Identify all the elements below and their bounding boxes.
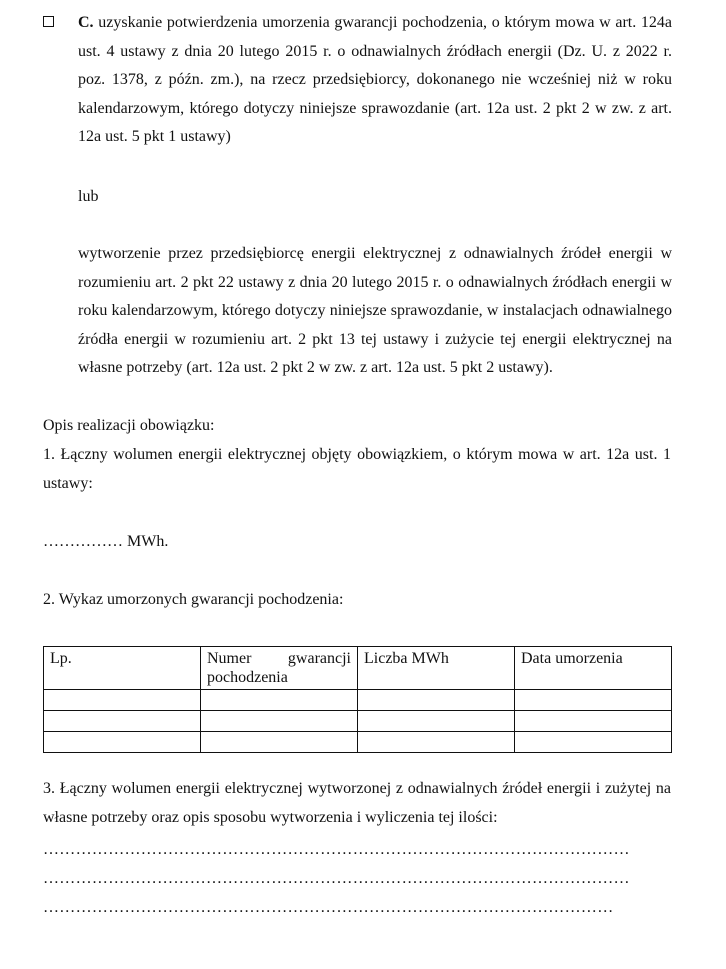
mwh-input-field[interactable]: …………… MWh. (43, 533, 169, 550)
or-label: lub (78, 188, 99, 205)
table-row (44, 732, 672, 753)
table-cell[interactable] (358, 711, 515, 732)
option-c-letter: C. (78, 14, 94, 31)
table-cell[interactable] (515, 690, 672, 711)
option-c-paragraph (78, 9, 672, 152)
table-cell[interactable] (515, 732, 672, 753)
point-2-text: 2. Wykaz umorzonych gwarancji pochodzenia: (43, 591, 344, 608)
option-c-checkbox[interactable] (43, 16, 54, 27)
dotted-answer-line[interactable]: ……………………………………………………………………………………………… (43, 841, 630, 858)
table-cell[interactable] (44, 732, 201, 753)
guarantees-table (43, 646, 672, 753)
header-guarantee-number: Numer gwarancji pochodzenia (201, 647, 358, 690)
table-header-row (44, 647, 672, 690)
table-row (44, 690, 672, 711)
table-cell[interactable] (515, 711, 672, 732)
point-3-text: 3. Łączny wolumen energii elektrycznej wytworzonej z odnawialnych źródeł energii i zużytej na własne potrzeby oraz opis sposobu wytworzenia i wyliczenia tej ilości: (43, 780, 671, 826)
table-cell[interactable] (44, 690, 201, 711)
point-1-text: 1. Łączny wolumen energii elektrycznej objęty obowiązkiem, o którym mowa w art. 12a ust. 1 ustawy: (43, 446, 671, 492)
dotted-answer-line[interactable]: ……………………………………………………………………………………………… (43, 870, 630, 887)
header-redemption-date: Data umorzenia (515, 647, 672, 690)
table-cell[interactable] (201, 690, 358, 711)
table-cell[interactable] (201, 732, 358, 753)
table-cell[interactable] (201, 711, 358, 732)
header-mwh: Liczba MWh (358, 647, 515, 690)
option-c-text: uzyskanie potwierdzenia umorzenia gwarancji pochodzenia, o którym mowa w art. 124a ust. 4 ustawy z dnia 20 lutego 2015 r. o odnawialnych źródłach energii (Dz. U. z 2022 r. poz. 1378, z późn. zm.), na rzecz przedsiębiorcy, dokonanego nie wcześniej niż w roku kalendarzowym, którego dotyczy niniejsze sprawozdanie (art. 12a ust. 2 pkt 2 w zw. z art. 12a ust. 5 pkt 1 ustawy) (78, 14, 673, 145)
dotted-answer-line[interactable]: …………………………………………………………………………………………… (43, 899, 614, 916)
table-cell[interactable] (44, 711, 201, 732)
header-lp: Lp. (44, 647, 201, 690)
table-cell[interactable] (358, 732, 515, 753)
option-c-alt-paragraph: wytworzenie przez przedsiębiorcę energii elektrycznej z odnawialnych źródeł energii w rozumieniu art. 2 pkt 22 ustawy z dnia 20 lutego 2015 r. o odnawialnych źródłach energii w roku kalendarzowym, którego dotyczy niniejsze sprawozdanie, w instalacjach odnawialnego źródła energii w rozumieniu art. 2 pkt 13 tej ustawy i zużycie tej energii elektrycznej na własne potrzeby (art. 12a ust. 2 pkt 2 w zw. z art. 12a ust. 5 pkt 2 ustawy). (78, 245, 672, 376)
table-cell[interactable] (358, 690, 515, 711)
table-row (44, 711, 672, 732)
section-title: Opis realizacji obowiązku: (43, 417, 215, 434)
